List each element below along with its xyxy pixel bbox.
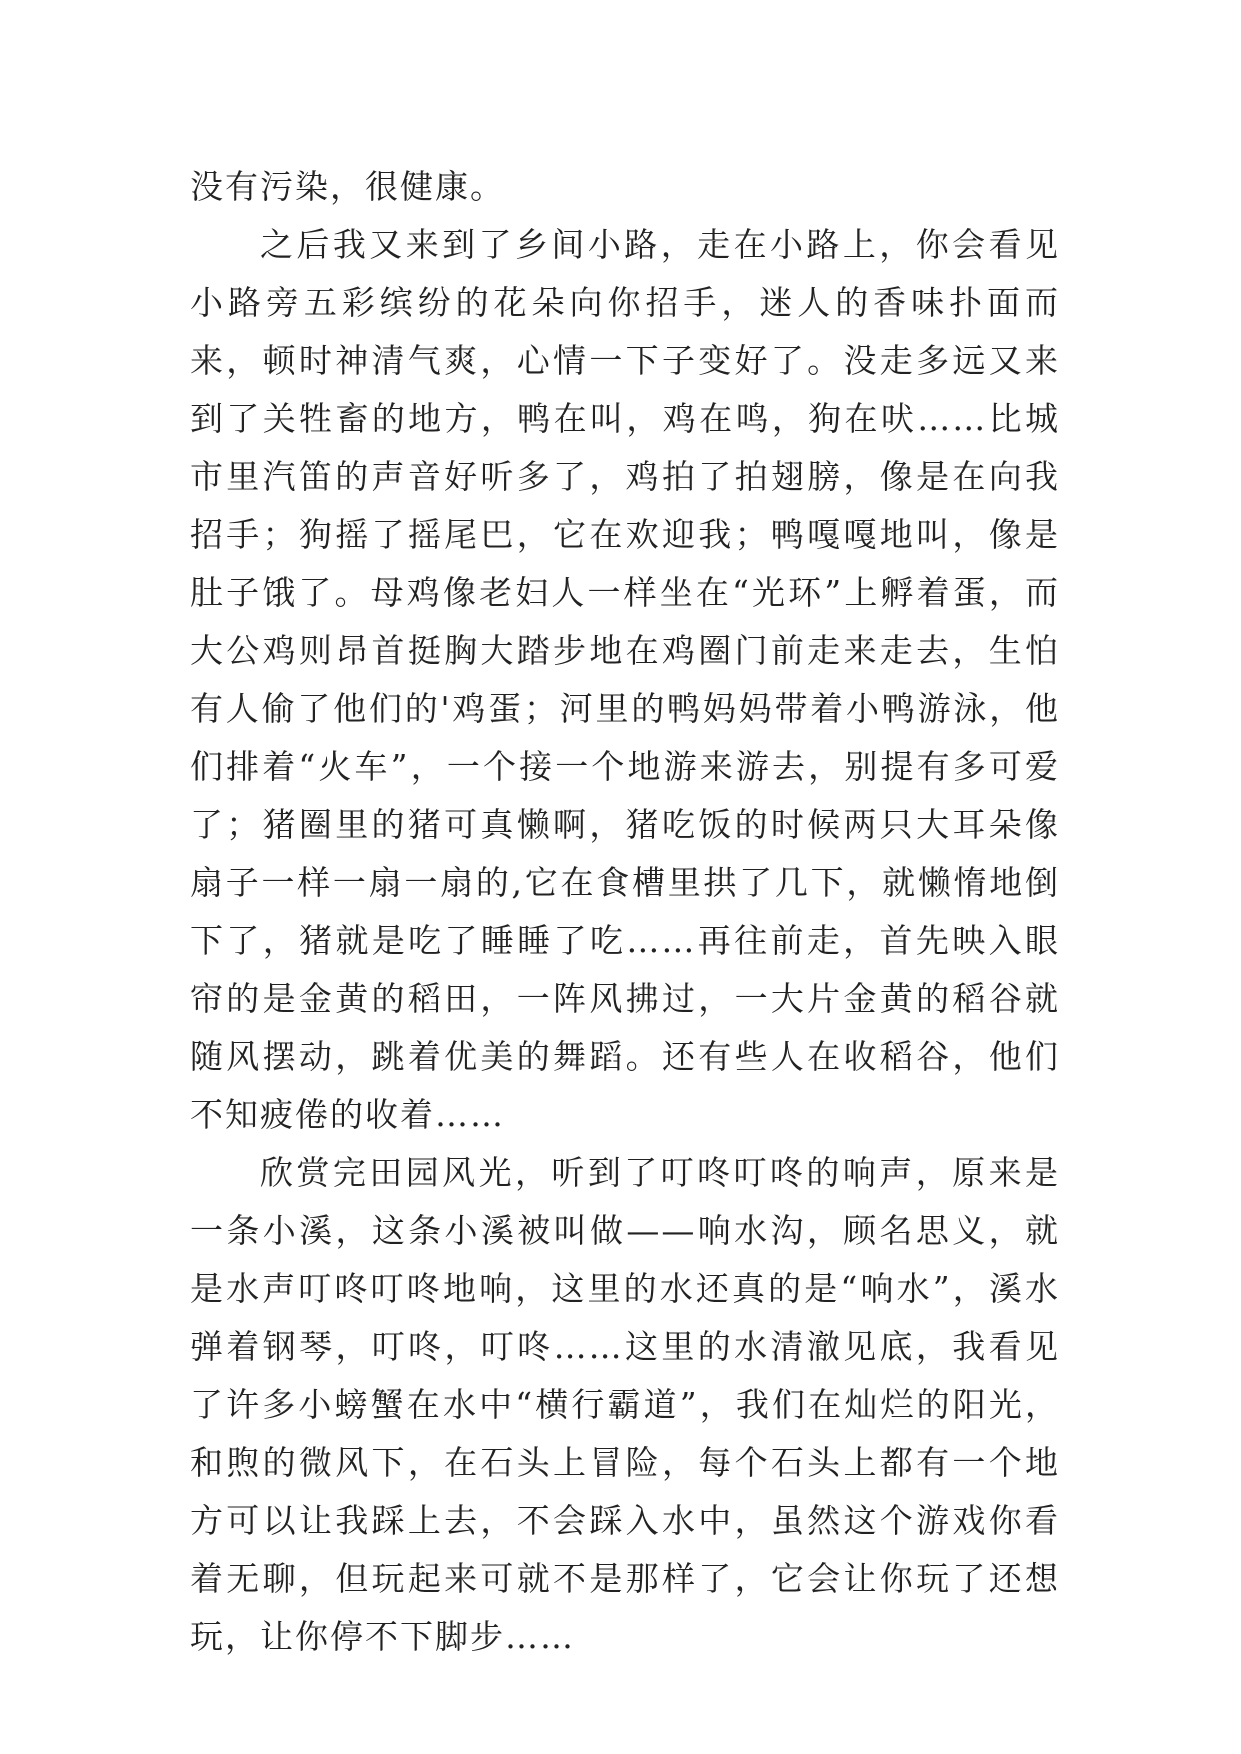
paragraph-2: 之后我又来到了乡间小路，走在小路上，你会看见小路旁五彩缤纷的花朵向你招手，迷人的香味扑面而来，顿时神清气爽，心情一下子变好了。没走多远又来到了关牲畜的地方，鸭在叫，鸡在鸣，狗在吠……比城市里汽笛的声音好听多了，鸡拍了拍翅膀，像是在向我招手；狗摇了摇尾巴，它在欢迎我；鸭嘎嘎地叫，像是肚子饿了。母鸡像老妇人一样坐在“光环”上孵着蛋，而大公鸡则昂首挺胸大踏步地在鸡圈门前走来走去，生怕有人偷了他们的'鸡蛋；河里的鸭妈妈带着小鸭游泳，他们排着“火车”，一个接一个地游来游去，别提有多可爱了；猪圈里的猪可真懒啊，猪吃饭的时候两只大耳朵像扇子一样一扇一扇的,它在食槽里拱了几下，就懒惰地倒下了，猪就是吃了睡睡了吃……再往前走，首先映入眼帘的是金黄的稻田，一阵风拂过，一大片金黄的稻谷就随风摆动，跳着优美的舞蹈。还有些人在收稻谷，他们不知疲倦的收着…… <box>190 225 1060 1134</box>
document-body <box>190 158 1060 1666</box>
paragraph-3: 欣赏完田园风光，听到了叮咚叮咚的响声，原来是一条小溪，这条小溪被叫做——响水沟，顾名思义，就是水声叮咚叮咚地响，这里的水还真的是“响水”，溪水弹着钢琴，叮咚，叮咚……这里的水清澈见底，我看见了许多小螃蟹在水中“横行霸道”，我们在灿烂的阳光，和煦的微风下，在石头上冒险，每个石头上都有一个地方可以让我踩上去，不会踩入水中，虽然这个游戏你看着无聊，但玩起来可就不是那样了，它会让你玩了还想玩，让你停不下脚步…… <box>190 1153 1060 1656</box>
paragraph-1: 没有污染，很健康。 <box>190 167 505 206</box>
